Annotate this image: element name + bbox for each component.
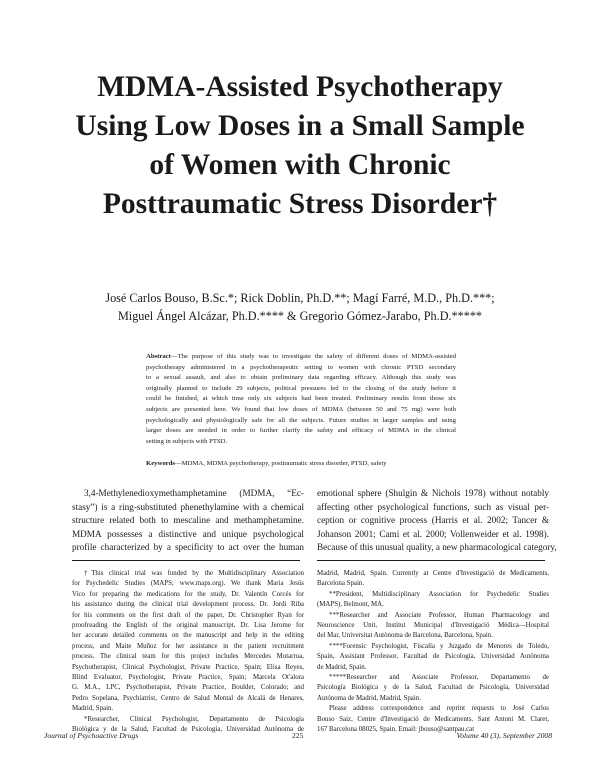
footnote-line: Psychotherapist, Clinical Psychologist, Private Practice, Spain; Elisa Reyes,	[72, 663, 304, 671]
body-line: Because of this unusual quality, a new pharmacological category,	[317, 542, 557, 552]
abstract-line: psychotherapy administered in a psychotherapeutic setting to women with chronic PTSD secondary	[146, 363, 456, 371]
abstract-line: could be finished, at which time only six subjects had been treated. Preliminary results from those six	[146, 395, 456, 403]
footnote-line: Biológica y de la Salud, Facultad de Psicología, Universidad Autónoma de	[72, 726, 304, 734]
footnote-line: his assistance during the clinical trial development process, Dr. Jordi Riba	[72, 601, 304, 609]
body-line: profile characterized by a specificity to act over the human	[72, 542, 304, 552]
abstract-text: —The purpose of this study was to investigate the safety of different doses of MDMA-assisted	[170, 353, 456, 360]
footnote-line: G. M.A., LPC, Psychotherapist, Private Practice, Boulder, Colorado; and	[72, 684, 304, 692]
footnote-line: Autónoma de Madrid, Madrid, Spain.	[317, 694, 421, 702]
title-line: Posttraumatic Stress Disorder†	[102, 188, 498, 220]
footnote-line: 167 Barcelona 08025, Spain. Email: jbouso@santpau.cat	[317, 726, 475, 734]
footnote-line: Madrid, Madrid, Spain. Currently at Centre d'Investigació de Medicaments,	[317, 570, 549, 577]
body-line: structure related both to mescaline and methamphetamine.	[72, 515, 304, 525]
body-line: affecting other psychological functions, such as visual per-	[317, 501, 549, 512]
footnote-line: Psicología Biológica y de la Salud, Facultad de Psicología, Universidad	[317, 684, 549, 692]
footnote-line: †This clinical trial was funded by the Multidisciplinary Association	[84, 570, 304, 577]
footnote-divider	[72, 560, 300, 561]
abstract	[146, 352, 456, 447]
page-number: 225	[292, 731, 304, 740]
footnote-divider	[317, 560, 545, 561]
abstract-line: setting in subjects with PTSD.	[146, 437, 228, 445]
title-line: of Women with Chronic	[149, 149, 451, 181]
footnote-line: Pedro Sopelana, Psychiatrist, Centro de Salud Mental de Alcalá de Henares,	[72, 694, 304, 702]
journal-name: Journal of Psychoactive Drugs	[44, 731, 139, 740]
abstract-line: originally planned to include 29 subjects, political pressures led to the closing of the study before it	[146, 384, 456, 392]
volume-info: Volume 40 (3), September 2008	[456, 731, 552, 740]
footnote-line: Vico for preparing the medications for the study, Dr. Valentín Corcés for	[72, 590, 304, 598]
article-title	[40, 68, 560, 224]
abstract-line: larger doses are needed in order to further clarify the safety and efficacy of MDMA in the clinical	[146, 427, 456, 435]
author-list	[40, 289, 560, 325]
title-line: Using Low Doses in a Small Sample	[75, 110, 525, 142]
footnote-line: *****Researcher and Associate Professor, Departamento de	[329, 674, 549, 682]
footnote-line: del Mar, Universitat Autònoma de Barcelona, Barcelona, Spain.	[317, 632, 493, 640]
body-column-right	[317, 487, 557, 555]
keywords-text: —MDMA, MDMA psychotherapy, posttraumatic stress disorder, PTSD, safety	[174, 460, 387, 467]
abstract-line: subjects are presented here. We found that low doses of MDMA (between 50 and 75 mg) were both	[146, 405, 456, 413]
abstract-line: psychologically and physiologically safe for all the subjects. Future studies in larger samples and using	[146, 416, 456, 424]
body-line: Johanson 2001; Cami et al. 2000; Vollenweider et al. 1998).	[317, 528, 549, 539]
footnote-line: Please address correspondence and reprint requests to José Carlos	[329, 705, 549, 713]
abstract-line	[146, 352, 456, 363]
footnote-line: Madrid, Spain.	[72, 705, 114, 713]
body-line: 3,4-Methylenedioxymethamphetamine (MDMA, “Ec-	[84, 488, 304, 498]
body-column-left	[72, 487, 304, 555]
footnote-line: Blind Evaluator, Psychologist, Private Practice, Spain; Marcela Ot'alora	[72, 674, 304, 682]
footnote-line: ***Researcher and Associate Professor, Human Pharmacology and	[329, 611, 549, 619]
footnotes-right	[317, 569, 549, 736]
body-line: stasy”) is a ring-substituted phenethylamine with a chemical	[72, 501, 304, 512]
author-line: Miguel Ángel Alcázar, Ph.D.**** & Gregorio Gómez-Jarabo, Ph.D.*****	[117, 309, 483, 323]
footnote-line: de Madrid, Spain.	[317, 663, 367, 671]
body-line: MDMA possesses a distinctive and unique psychological	[72, 528, 304, 539]
abstract-label: Abstract	[146, 353, 171, 360]
footnote-line: process, and Maite Muñoz for her assistance in the patient recruitment	[72, 642, 304, 650]
footnotes-left	[72, 569, 304, 736]
keywords-label: Keywords	[146, 460, 175, 467]
footnote-line: for Psychedelic Studies (MAPS; www.maps.org). We thank Maria Jesús	[72, 580, 304, 588]
footnote-line: (MAPS), Belmont, MA.	[317, 601, 384, 609]
author-line: José Carlos Bouso, B.Sc.*; Rick Doblin, Ph.D.**; Magí Farré, M.D., Ph.D.***;	[105, 291, 495, 305]
footnote-line: for his comments on the first draft of the paper, Dr. Christopher Ryan for	[72, 611, 304, 619]
footnote-line: process. The clinical team for this project includes Mercedes Mutarrua,	[72, 653, 304, 661]
keywords	[146, 459, 456, 469]
body-line: ception or cognitive process (Harris et al. 2002; Tancer &	[317, 515, 549, 525]
abstract-line: to a sexual assault, and also to obtain preliminary data regarding efficacy. Although this study was	[146, 374, 456, 382]
title-line: MDMA-Assisted Psychotherapy	[97, 71, 503, 103]
footnote-line: proofreading the English of the original manuscript, Dr. Lisa Jerome for	[72, 622, 304, 630]
footnote-line: **President, Multidisciplinary Association for Psychedelic Studies	[329, 590, 549, 598]
footnote-line: ****Forensic Psychologist, Fiscalía y Juzgado de Menores de Toledo,	[329, 642, 549, 650]
footnote-line: Bouso Saiz, Centre d'Investigació de Medicaments. Sant Antoni M. Claret,	[317, 715, 549, 723]
footnote-line: Barcelona Spain.	[317, 580, 365, 588]
footnote-line: her accurate detailed comments on the manuscript and help in the editing	[72, 632, 304, 640]
body-line: emotional sphere (Shulgin & Nichols 1978) without notably	[317, 488, 549, 498]
footnote-line: *Researcher, Clinical Psychologist, Departamento de Psicología	[84, 715, 304, 723]
footnote-line: Neuroscience Unit, Institut Municipal d'Investigació Mèdica—Hospital	[317, 622, 549, 630]
footnote-line: Spain, Assistant Professor, Facultad de Psicología, Universidad Autónoma	[317, 653, 549, 661]
